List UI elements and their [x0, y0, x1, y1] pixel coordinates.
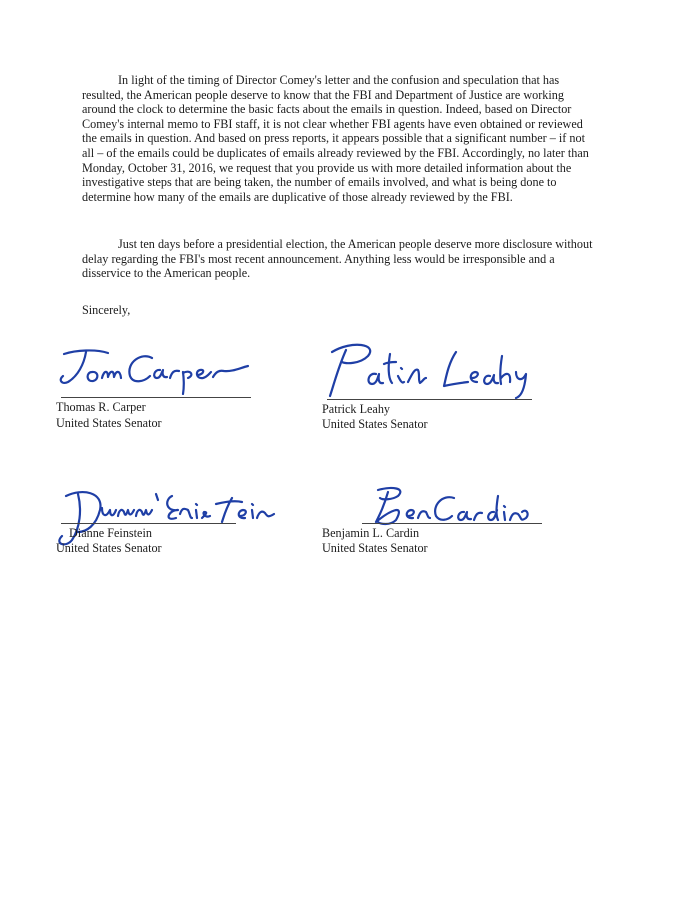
signer-title: United States Senator — [322, 541, 428, 555]
paragraph-line: delay regarding the FBI's most recent announcement. Anything less would be irresponsible and a — [82, 251, 555, 266]
signature-carper-image — [56, 340, 256, 395]
letter-closing: Sincerely, — [82, 303, 131, 317]
signature-leahy-image — [322, 338, 547, 403]
signature-line — [362, 523, 542, 524]
signer-name: Thomas R. Carper — [56, 400, 146, 414]
signer-name: Benjamin L. Cardin — [322, 526, 420, 540]
paragraph-line: around the clock to determine the basic facts about the emails in question. Indeed, based on Director — [82, 102, 572, 117]
paragraph-line: the emails in question. And based on press reports, it appears possible that a significant number – if not — [82, 131, 585, 146]
signature-line — [327, 399, 532, 400]
paragraph-line: Comey's internal memo to FBI staff, it is not clear whether FBI agents have even obtained or reviewed — [82, 116, 583, 131]
signer-title: United States Senator — [56, 416, 162, 430]
paragraph-line: Monday, October 31, 2016, we request that you provide us with more detailed information about the — [82, 160, 572, 175]
paragraph-line: investigative steps that are being taken, the number of emails involved, and what is being done to — [82, 175, 557, 190]
paragraph-line: resulted, the American people deserve to know that the FBI and Department of Justice are working — [82, 87, 564, 102]
paragraph-line: Just ten days before a presidential election, the American people deserve more disclosure without — [118, 237, 593, 251]
paragraph-line: In light of the timing of Director Comey's letter and the confusion and speculation that has — [118, 73, 560, 87]
letter-paragraph — [82, 73, 627, 204]
paragraph-line: disservice to the American people. — [82, 266, 251, 281]
letter-paragraph — [82, 237, 627, 281]
signature-line — [61, 397, 251, 398]
signer-title: United States Senator — [56, 541, 162, 555]
signer-name: Patrick Leahy — [322, 402, 391, 416]
paragraph-line: all – of the emails could be duplicates of emails already reviewed by the FBI. Accordingly, no later than — [82, 145, 589, 160]
signer-title: United States Senator — [322, 417, 428, 431]
signature-line — [61, 523, 236, 524]
signer-name: Dianne Feinstein — [69, 526, 152, 540]
paragraph-line: determine how many of the emails are duplicative of those already reviewed by the FBI. — [82, 189, 513, 204]
signature-cardin-image — [322, 482, 542, 532]
